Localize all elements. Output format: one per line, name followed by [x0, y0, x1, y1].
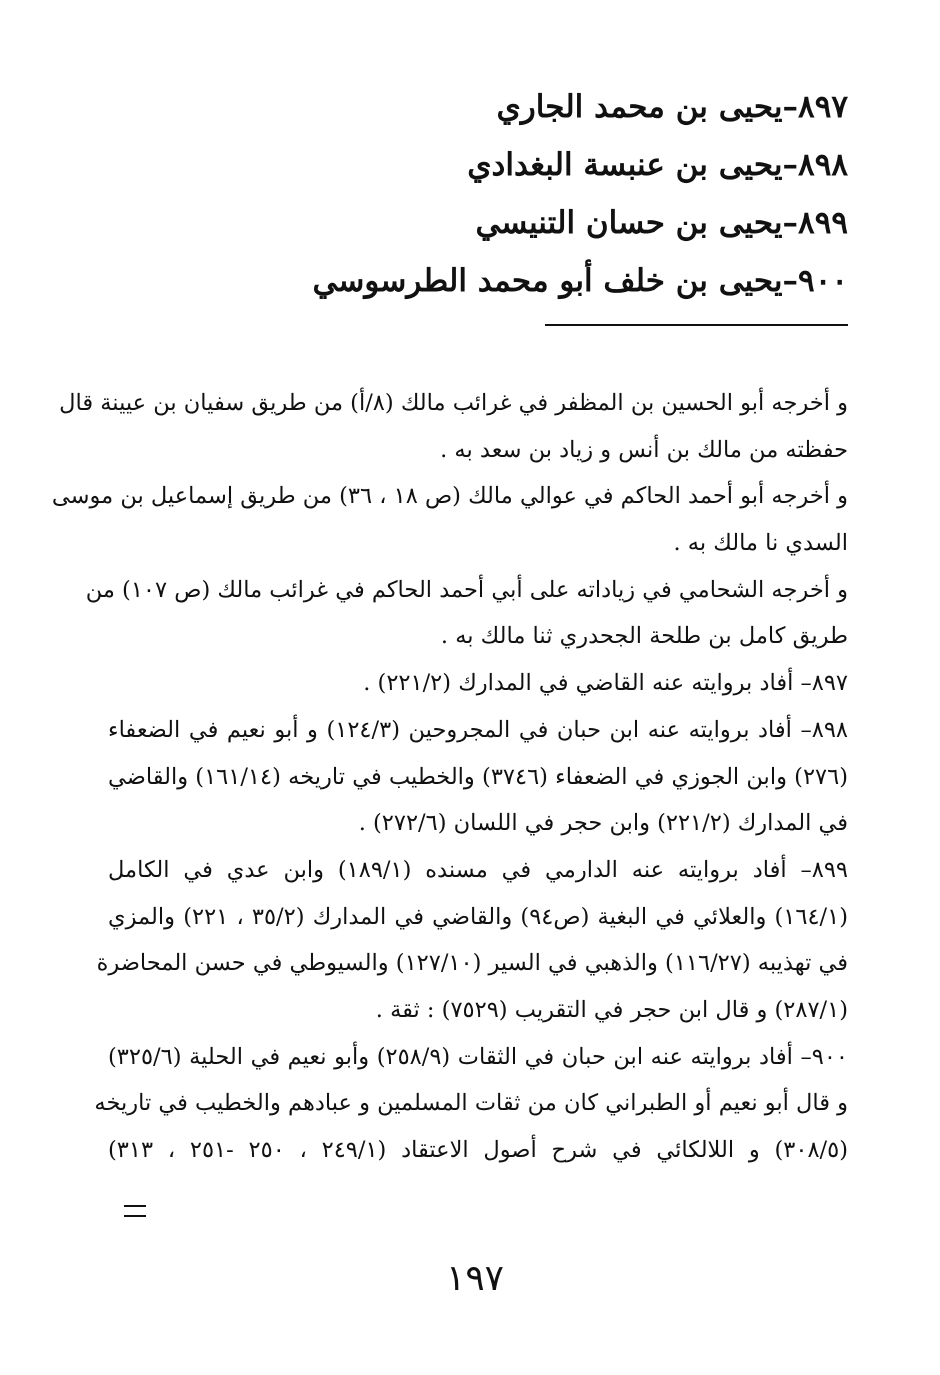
biography-entries: [228, 78, 848, 310]
footnote-line: و قال أبو نعيم أو الطبراني كان من ثقات المسلمين و عبادهم والخطيب في تاريخه: [94, 1090, 848, 1117]
footnote-line: (٢٨٧/١) و قال ابن حجر في التقريب (٧٥٢٩) : ثقة .: [375, 996, 848, 1023]
entry-897: ٨٩٧–يحيى بن محمد الجاري: [496, 89, 848, 125]
footnote-line: في تهذيبه (١١٦/٢٧) والذهبي في السير (١٢٧/١٠) والسيوطي في حسن المحاضرة: [96, 950, 848, 977]
entry-898: ٨٩٨–يحيى بن عنبسة البغدادي: [467, 147, 848, 183]
footnote-line: ٨٩٨– أفاد بروايته عنه ابن حبان في المجروحين (١٢٤/٣) و أبو نعيم في الضعفاء: [108, 716, 848, 743]
footnote-line: ٨٩٩– أفاد بروايته عنه الدارمي في مسنده (١٨٩/١) وابن عدي في الكامل: [108, 856, 848, 883]
footnote-line: طريق كامل بن طلحة الجحدري ثنا مالك به .: [440, 623, 848, 650]
footnote-line: و أخرجه الشحامي في زياداته على أبي أحمد الحاكم في غرائب مالك (ص ١٠٧) من: [85, 576, 848, 603]
page-number: ١٩٧: [445, 1258, 504, 1299]
footnote-divider: [545, 324, 848, 326]
footnote-line: السدي نا مالك به .: [673, 530, 848, 557]
footnote-line: ٨٩٧– أفاد بروايته عنه القاضي في المدارك (٢٢١/٢) .: [363, 670, 848, 697]
footnote-line: ٩٠٠– أفاد بروايته عنه ابن حبان في الثقات (٢٥٨/٩) وأبو نعيم في الحلية (٣٢٥/٦): [108, 1043, 848, 1070]
footnote-line: (٢٧٦) وابن الجوزي في الضعفاء (٣٧٤٦) والخطيب في تاريخه (١٦١/١٤) والقاضي: [108, 763, 849, 790]
footnote-line: و أخرجه أبو أحمد الحاكم في عوالي مالك (ص ١٨ ، ٣٦) من طريق إسماعيل بن موسى: [51, 483, 848, 510]
entry-899: ٨٩٩–يحيى بن حسان التنيسي: [475, 205, 848, 241]
footnote-line: و أخرجه أبو الحسين بن المظفر في غرائب مالك (٨/أ) من طريق سفيان بن عيينة قال: [59, 390, 848, 416]
entry-900: ٩٠٠–يحيى بن خلف أبو محمد الطرسوسي: [312, 263, 848, 299]
footnote-line: في المدارك (٢٢١/٢) وابن حجر في اللسان (٢٧٢/٦) .: [358, 810, 848, 837]
footnote-line: (١٦٤/١) والعلائي في البغية (ص٩٤) والقاضي في المدارك (٣٥/٢ ، ٢٢١) والمزي: [108, 903, 848, 930]
footnote-line: (٣٠٨/٥) و اللالكائي في شرح أصول الاعتقاد (٢٤٩/١ ، ٢٥٠ -٢٥١ ، ٣١٣): [108, 1137, 848, 1163]
continuation-mark: [124, 1205, 146, 1217]
footnotes: [51, 380, 849, 1174]
footnote-line: حفظته من مالك بن أنس و زياد بن سعد به .: [440, 436, 848, 463]
